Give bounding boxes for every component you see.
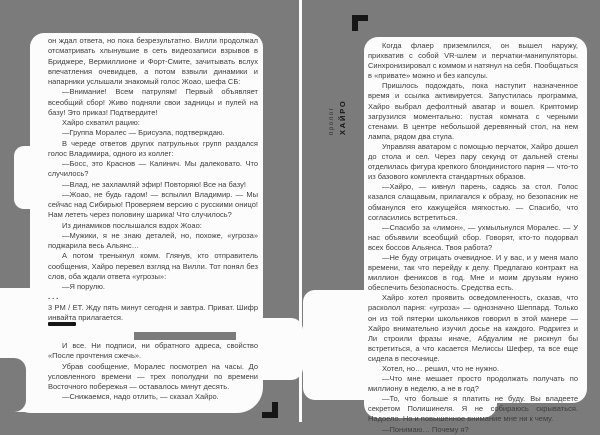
paragraph: Хайро схватил рацию: [62,118,140,127]
paragraph: —Босс, это Краснов — Калинич. Мы далековато. Что случилось? [48,159,258,179]
paragraph: —Группа Моралес — Брисуэла, подтверждаю. [62,128,225,138]
paragraph: —Снижаемся, надо отлить, — сказал Хайро. [62,392,219,402]
paragraph: Управляя аватаром с помощью перчаток, Хайро дошел до стола и сел. Через пару секунд от дальней стены отделилась фигура крепкого блондинистого парня — что-то из базового комплекта стандартных образов. [368,141,578,182]
chapter-part-label: пролог [328,106,335,135]
paragraph: Из динамиков послышался вздох Жоао: [62,220,202,230]
paragraph: И все. Ни подписи, ни обратного адреса, свойство «После прочтения сжечь». [48,341,258,361]
paragraph: ... [48,292,61,302]
paragraph: В череде ответов других патрульных групп раздался голос Владимира, одного из коллег: [48,138,258,158]
paragraph: он ждал ответа, но пока безрезультатно. Вилли продолжал отсматривать хлынувшие в сеть видеозаписи взрывов в Бриджере, Вермиллионе и Форт-Смите, зачитывать вслух впечатления очевидцев, а потом взвыли динамики и напарники услышали знакомый голос Жоао, шефа СБ: [48,36,258,86]
scene-divider [48,322,76,326]
paragraph: Убрав сообщение, Моралес посмотрел на часы. До условленного времени — трех пополудни по времени Восточного побережья — оставалось минут десять. [48,361,258,391]
paragraph: А потом тренькнул комм. Глянув, кто отправитель сообщения, Хайро перевел взгляд на Вилли. Тот понял без слов, оба ждали ответа «угрозы»: [48,251,258,281]
chapter-title-label: ХАЙРО [337,99,347,135]
page-edge-notch [0,358,26,412]
paragraph: —Хайро, — кивнул парень, садясь за стол. Голос казался слащавым, прилагался к образу, но безопасник не обманулся его кажущейся мягкостью. — Спасибо, что согласились встретиться. [368,182,578,222]
corner-bracket-end-icon [262,402,278,418]
paragraph: —Влад, не захламляй эфир! Повторяю! Все на базу! [62,179,246,189]
right-page-text [368,41,578,435]
paragraph: —Жоао, не будь гадом! — вспылил Владимир. — Мы сейчас над Сибирью! Проверяем версию с русскими оницо! Нам лететь через половину шарика! Что случилось? [48,189,258,220]
paragraph: Когда флаер приземлился, он вышел наружу, прихватив с собой VR-шлем и перчатки-манипуляторы. Синхронизировал с коммом и натянул на себя. Пообщаться в «привате» можно и без капсулы. [368,41,578,81]
paragraph: Пришлось подождать, пока наступит назначенное время и ссылка активируется. Запустилась программа, Хайро выбрал дефолтный аватар и вошел. Криптомир загрузился моментально: пустая комната с черными стенами. В центре небольшой деревянный стол, на нем лампа, рядом два стула. [368,81,578,141]
paragraph: —То, что больше я платить не буду. Вы владеете секретом Полишинеля. Я не собираюсь скрываться. Надоело. Но и повышенное внимание мне ни к чему. [368,394,578,424]
paragraph: —Внимание! Всем патрулям! Первый объявляет всеобщий сбор! Живо подняли свои задницы и пулей на базу! Это приказ! Подтвердите! [48,87,258,117]
page-gutter [299,0,302,422]
paragraph: Хотел, но… решил, что не нужно. [382,364,500,373]
chapter-label [325,73,349,135]
left-page-footer-text [48,341,258,403]
paragraph: —Мужики, я не знаю деталей, но, похоже, «угроза» поджарила весь Альянс… [48,230,258,250]
corner-bracket-start-icon [352,15,368,31]
paragraph: —Спасибо за «лимон», — ухмыльнулся Моралес. — У нас объявили всеобщий сбор. Говорят, кто-то подорвал всех боссов Альянса. Твоя работа? [368,222,578,252]
paragraph: —Что мне мешает просто продолжать получать по миллиону в неделю, а не в год? [368,374,578,394]
paragraph: —Понимаю… Почему я? [382,424,469,434]
paragraph: Хайро хотел проявить осведомленность, сказав, что расколол парня: «угроза» — однозначно Шеппард. Только он из той пятерки школьников говорил в этой манере — Хайро внимательно изучил досье на каждого. Родригез и Ли строили фразы иначе, Абдуалим не рискнул бы встретиться, а что касается Мелиссы Шефер, та все еще сидела в песочнице. [368,293,578,363]
paragraph: —Не буду отрицать очевидное. И у вас, и у меня мало времени, так что перейду к делу. Предлагаю контракт на миллион фениксов в год. Мне и моим друзьям нужно обеспечить безопасность. Средства есть. [368,252,578,293]
left-page-text [48,36,258,323]
paragraph: 3 PM / ET. Жду пять минут сегодня и завтра. Приват. Шифр инвайта прилагается. [48,302,258,322]
paragraph: —Я порулю. [62,282,105,291]
